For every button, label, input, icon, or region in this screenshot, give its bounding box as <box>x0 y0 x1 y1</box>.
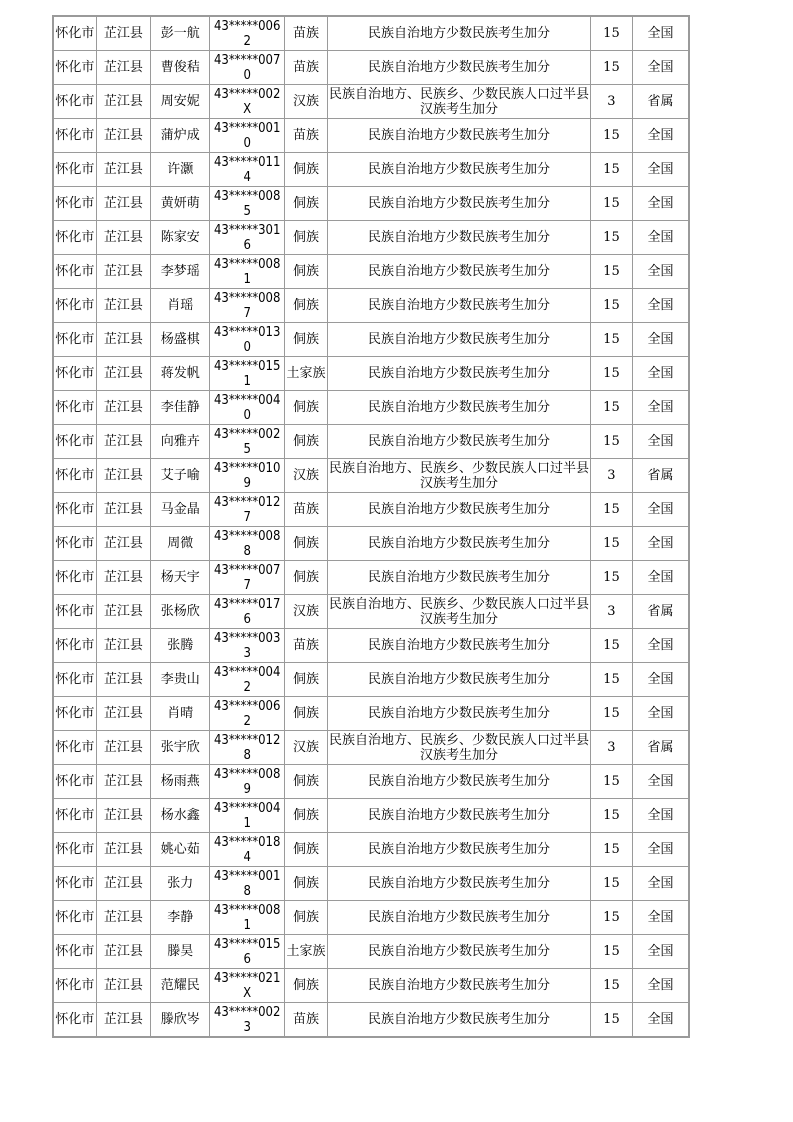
bonus-scope-cell: 全国 <box>633 765 689 799</box>
bonus-points-cell: 3 <box>590 595 632 629</box>
city-cell: 怀化市 <box>53 221 96 255</box>
bonus-points-cell: 15 <box>590 527 632 561</box>
ethnicity-cell: 侗族 <box>284 867 327 901</box>
county-cell: 芷江县 <box>96 153 150 187</box>
student-name-cell: 蒋发帆 <box>151 357 210 391</box>
table-row <box>53 629 689 663</box>
bonus-scope-cell: 全国 <box>633 425 689 459</box>
bonus-points-cell: 15 <box>590 391 632 425</box>
county-cell: 芷江县 <box>96 221 150 255</box>
county-cell: 芷江县 <box>96 357 150 391</box>
county-cell: 芷江县 <box>96 663 150 697</box>
ethnicity-cell: 侗族 <box>284 697 327 731</box>
table-body <box>53 16 689 1037</box>
city-cell: 怀化市 <box>53 663 96 697</box>
bonus-scope-cell: 省属 <box>633 459 689 493</box>
id-number-cell: 43*****0041 <box>210 799 284 833</box>
ethnicity-cell: 侗族 <box>284 527 327 561</box>
city-cell: 怀化市 <box>53 425 96 459</box>
id-number-cell: 43*****0151 <box>210 357 284 391</box>
city-cell: 怀化市 <box>53 901 96 935</box>
table-row <box>53 255 689 289</box>
bonus-scope-cell: 全国 <box>633 833 689 867</box>
bonus-points-cell: 15 <box>590 799 632 833</box>
student-name-cell: 陈家安 <box>151 221 210 255</box>
id-number-cell: 43*****0130 <box>210 323 284 357</box>
city-cell: 怀化市 <box>53 527 96 561</box>
table-row <box>53 731 689 765</box>
bonus-reason-cell: 民族自治地方少数民族考生加分 <box>328 51 591 85</box>
table-row <box>53 289 689 323</box>
id-number-cell: 43*****0088 <box>210 527 284 561</box>
county-cell: 芷江县 <box>96 867 150 901</box>
id-number-cell: 43*****3016 <box>210 221 284 255</box>
bonus-reason-cell: 民族自治地方、民族乡、少数民族人口过半县汉族考生加分 <box>328 596 589 627</box>
bonus-reason-cell: 民族自治地方少数民族考生加分 <box>328 425 591 459</box>
bonus-reason-cell: 民族自治地方少数民族考生加分 <box>328 629 591 663</box>
bonus-scope-cell: 全国 <box>633 867 689 901</box>
county-cell: 芷江县 <box>96 969 150 1003</box>
city-cell: 怀化市 <box>53 153 96 187</box>
county-cell: 芷江县 <box>96 833 150 867</box>
bonus-scope-cell: 全国 <box>633 493 689 527</box>
ethnicity-cell: 侗族 <box>284 221 327 255</box>
city-cell: 怀化市 <box>53 595 96 629</box>
table-row <box>53 527 689 561</box>
bonus-scope-cell: 全国 <box>633 391 689 425</box>
table-row <box>53 493 689 527</box>
bonus-reason-cell: 民族自治地方少数民族考生加分 <box>328 391 591 425</box>
table-row <box>53 867 689 901</box>
id-number-cell: 43*****0184 <box>210 833 284 867</box>
bonus-reason-cell: 民族自治地方、民族乡、少数民族人口过半县汉族考生加分 <box>328 460 589 491</box>
student-name-cell: 肖瑶 <box>151 289 210 323</box>
bonus-points-cell: 3 <box>590 85 632 119</box>
student-name-cell: 杨水鑫 <box>151 799 210 833</box>
ethnicity-cell: 汉族 <box>284 459 327 493</box>
county-cell: 芷江县 <box>96 901 150 935</box>
bonus-points-cell: 3 <box>590 731 632 765</box>
bonus-scope-cell: 全国 <box>633 697 689 731</box>
ethnicity-cell: 苗族 <box>284 16 327 51</box>
id-number-cell: 43*****0089 <box>210 765 284 799</box>
ethnicity-cell: 汉族 <box>284 731 327 765</box>
bonus-reason-cell: 民族自治地方少数民族考生加分 <box>328 153 591 187</box>
bonus-reason-cell: 民族自治地方少数民族考生加分 <box>328 255 591 289</box>
bonus-scope-cell: 省属 <box>633 731 689 765</box>
bonus-scope-cell: 全国 <box>633 561 689 595</box>
student-name-cell: 马金晶 <box>151 493 210 527</box>
student-name-cell: 周安妮 <box>151 85 210 119</box>
bonus-scope-cell: 全国 <box>633 799 689 833</box>
bonus-points-cell: 15 <box>590 16 632 51</box>
county-cell: 芷江县 <box>96 289 150 323</box>
ethnicity-cell: 苗族 <box>284 119 327 153</box>
bonus-points-cell: 15 <box>590 1003 632 1038</box>
county-cell: 芷江县 <box>96 731 150 765</box>
bonus-scope-cell: 全国 <box>633 935 689 969</box>
bonus-points-cell: 15 <box>590 697 632 731</box>
id-number-cell: 43*****0081 <box>210 901 284 935</box>
city-cell: 怀化市 <box>53 867 96 901</box>
ethnicity-cell: 土家族 <box>284 935 327 969</box>
student-name-cell: 向雅卉 <box>151 425 210 459</box>
county-cell: 芷江县 <box>96 527 150 561</box>
ethnicity-cell: 苗族 <box>284 51 327 85</box>
ethnicity-cell: 土家族 <box>284 357 327 391</box>
county-cell: 芷江县 <box>96 459 150 493</box>
student-name-cell: 李贵山 <box>151 663 210 697</box>
id-number-cell: 43*****0127 <box>210 493 284 527</box>
bonus-points-cell: 15 <box>590 901 632 935</box>
city-cell: 怀化市 <box>53 629 96 663</box>
id-number-cell: 43*****0025 <box>210 425 284 459</box>
student-name-cell: 肖晴 <box>151 697 210 731</box>
bonus-scope-cell: 全国 <box>633 357 689 391</box>
id-number-cell: 43*****0087 <box>210 289 284 323</box>
ethnicity-cell: 侗族 <box>284 799 327 833</box>
bonus-points-cell: 15 <box>590 493 632 527</box>
county-cell: 芷江县 <box>96 187 150 221</box>
ethnicity-cell: 苗族 <box>284 1003 327 1038</box>
student-name-cell: 彭一航 <box>151 16 210 51</box>
table-row <box>53 833 689 867</box>
table-row <box>53 1003 689 1038</box>
student-name-cell: 张宇欣 <box>151 731 210 765</box>
bonus-scope-cell: 全国 <box>633 153 689 187</box>
bonus-reason-cell: 民族自治地方、民族乡、少数民族人口过半县汉族考生加分 <box>328 732 589 763</box>
ethnicity-cell: 侗族 <box>284 833 327 867</box>
table-row <box>53 697 689 731</box>
bonus-points-cell: 15 <box>590 833 632 867</box>
table-row <box>53 459 689 493</box>
id-number-cell: 43*****002X <box>210 85 284 119</box>
ethnicity-cell: 侗族 <box>284 561 327 595</box>
city-cell: 怀化市 <box>53 731 96 765</box>
bonus-points-cell: 15 <box>590 765 632 799</box>
city-cell: 怀化市 <box>53 289 96 323</box>
table-row <box>53 663 689 697</box>
id-number-cell: 43*****0081 <box>210 255 284 289</box>
id-number-cell: 43*****0040 <box>210 391 284 425</box>
county-cell: 芷江县 <box>96 697 150 731</box>
bonus-points-cell: 15 <box>590 629 632 663</box>
table-row <box>53 595 689 629</box>
county-cell: 芷江县 <box>96 561 150 595</box>
ethnicity-cell: 侗族 <box>284 425 327 459</box>
bonus-reason-cell: 民族自治地方少数民族考生加分 <box>328 969 591 1003</box>
id-number-cell: 43*****0109 <box>210 459 284 493</box>
bonus-reason-cell: 民族自治地方少数民族考生加分 <box>328 357 591 391</box>
bonus-points-cell: 15 <box>590 221 632 255</box>
table-row <box>53 51 689 85</box>
student-name-cell: 周微 <box>151 527 210 561</box>
ethnicity-cell: 侗族 <box>284 255 327 289</box>
city-cell: 怀化市 <box>53 187 96 221</box>
county-cell: 芷江县 <box>96 935 150 969</box>
county-cell: 芷江县 <box>96 799 150 833</box>
id-number-cell: 43*****0128 <box>210 731 284 765</box>
bonus-points-cell: 15 <box>590 561 632 595</box>
city-cell: 怀化市 <box>53 255 96 289</box>
bonus-scope-cell: 全国 <box>633 221 689 255</box>
bonus-reason-cell: 民族自治地方少数民族考生加分 <box>328 119 591 153</box>
bonus-reason-cell: 民族自治地方、民族乡、少数民族人口过半县汉族考生加分 <box>328 86 589 117</box>
county-cell: 芷江县 <box>96 323 150 357</box>
bonus-reason-cell: 民族自治地方少数民族考生加分 <box>328 187 591 221</box>
bonus-reason-cell: 民族自治地方少数民族考生加分 <box>328 493 591 527</box>
bonus-reason-cell: 民族自治地方少数民族考生加分 <box>328 935 591 969</box>
city-cell: 怀化市 <box>53 493 96 527</box>
bonus-points-cell: 15 <box>590 119 632 153</box>
bonus-reason-cell: 民族自治地方少数民族考生加分 <box>328 663 591 697</box>
bonus-scope-cell: 全国 <box>633 901 689 935</box>
bonus-scope-cell: 全国 <box>633 187 689 221</box>
county-cell: 芷江县 <box>96 765 150 799</box>
county-cell: 芷江县 <box>96 595 150 629</box>
id-number-cell: 43*****0023 <box>210 1003 284 1038</box>
city-cell: 怀化市 <box>53 935 96 969</box>
bonus-points-cell: 15 <box>590 969 632 1003</box>
bonus-scope-cell: 全国 <box>633 289 689 323</box>
table-row <box>53 221 689 255</box>
ethnicity-cell: 侗族 <box>284 765 327 799</box>
bonus-scope-cell: 全国 <box>633 1003 689 1038</box>
id-number-cell: 43*****0085 <box>210 187 284 221</box>
table-row <box>53 323 689 357</box>
bonus-points-cell: 3 <box>590 459 632 493</box>
id-number-cell: 43*****0156 <box>210 935 284 969</box>
ethnicity-cell: 侗族 <box>284 969 327 1003</box>
bonus-reason-cell: 民族自治地方少数民族考生加分 <box>328 833 591 867</box>
ethnicity-cell: 侗族 <box>284 153 327 187</box>
bonus-scope-cell: 全国 <box>633 663 689 697</box>
city-cell: 怀化市 <box>53 459 96 493</box>
city-cell: 怀化市 <box>53 799 96 833</box>
ethnicity-cell: 侗族 <box>284 323 327 357</box>
bonus-points-table <box>52 15 690 1038</box>
id-number-cell: 43*****0010 <box>210 119 284 153</box>
bonus-scope-cell: 全国 <box>633 629 689 663</box>
ethnicity-cell: 侗族 <box>284 289 327 323</box>
student-name-cell: 滕昊 <box>151 935 210 969</box>
student-name-cell: 张腾 <box>151 629 210 663</box>
student-name-cell: 杨雨燕 <box>151 765 210 799</box>
table-row <box>53 765 689 799</box>
table-row <box>53 119 689 153</box>
student-name-cell: 艾子喻 <box>151 459 210 493</box>
bonus-points-cell: 15 <box>590 663 632 697</box>
ethnicity-cell: 侗族 <box>284 187 327 221</box>
bonus-reason-cell: 民族自治地方少数民族考生加分 <box>328 221 591 255</box>
bonus-points-cell: 15 <box>590 289 632 323</box>
bonus-reason-cell: 民族自治地方少数民族考生加分 <box>328 867 591 901</box>
table-row <box>53 425 689 459</box>
bonus-points-cell: 15 <box>590 255 632 289</box>
table-row <box>53 935 689 969</box>
city-cell: 怀化市 <box>53 119 96 153</box>
ethnicity-cell: 苗族 <box>284 629 327 663</box>
table-row <box>53 85 689 119</box>
id-number-cell: 43*****0114 <box>210 153 284 187</box>
bonus-points-cell: 15 <box>590 867 632 901</box>
table-row <box>53 357 689 391</box>
table-row <box>53 153 689 187</box>
bonus-scope-cell: 省属 <box>633 595 689 629</box>
table-row <box>53 799 689 833</box>
ethnicity-cell: 侗族 <box>284 391 327 425</box>
bonus-points-cell: 15 <box>590 187 632 221</box>
student-name-cell: 范耀民 <box>151 969 210 1003</box>
id-number-cell: 43*****021X <box>210 969 284 1003</box>
student-name-cell: 杨天宇 <box>151 561 210 595</box>
bonus-reason-cell: 民族自治地方少数民族考生加分 <box>328 561 591 595</box>
city-cell: 怀化市 <box>53 561 96 595</box>
student-name-cell: 李梦瑶 <box>151 255 210 289</box>
student-name-cell: 黄妍萌 <box>151 187 210 221</box>
county-cell: 芷江县 <box>96 493 150 527</box>
bonus-scope-cell: 全国 <box>633 119 689 153</box>
county-cell: 芷江县 <box>96 51 150 85</box>
table-row <box>53 16 689 51</box>
city-cell: 怀化市 <box>53 969 96 1003</box>
bonus-scope-cell: 全国 <box>633 255 689 289</box>
county-cell: 芷江县 <box>96 1003 150 1038</box>
bonus-points-cell: 15 <box>590 323 632 357</box>
bonus-scope-cell: 省属 <box>633 85 689 119</box>
city-cell: 怀化市 <box>53 391 96 425</box>
bonus-reason-cell: 民族自治地方少数民族考生加分 <box>328 527 591 561</box>
student-name-cell: 张力 <box>151 867 210 901</box>
bonus-reason-cell: 民族自治地方少数民族考生加分 <box>328 697 591 731</box>
ethnicity-cell: 汉族 <box>284 595 327 629</box>
county-cell: 芷江县 <box>96 119 150 153</box>
bonus-reason-cell: 民族自治地方少数民族考生加分 <box>328 799 591 833</box>
county-cell: 芷江县 <box>96 629 150 663</box>
student-name-cell: 曹俊秸 <box>151 51 210 85</box>
county-cell: 芷江县 <box>96 255 150 289</box>
student-name-cell: 滕欣岑 <box>151 1003 210 1038</box>
ethnicity-cell: 侗族 <box>284 663 327 697</box>
city-cell: 怀化市 <box>53 1003 96 1038</box>
id-number-cell: 43*****0070 <box>210 51 284 85</box>
student-name-cell: 李静 <box>151 901 210 935</box>
city-cell: 怀化市 <box>53 697 96 731</box>
ethnicity-cell: 苗族 <box>284 493 327 527</box>
id-number-cell: 43*****0018 <box>210 867 284 901</box>
bonus-scope-cell: 全国 <box>633 527 689 561</box>
county-cell: 芷江县 <box>96 85 150 119</box>
bonus-scope-cell: 全国 <box>633 323 689 357</box>
table-row <box>53 391 689 425</box>
bonus-reason-cell: 民族自治地方少数民族考生加分 <box>328 289 591 323</box>
county-cell: 芷江县 <box>96 391 150 425</box>
ethnicity-cell: 汉族 <box>284 85 327 119</box>
student-name-cell: 李佳静 <box>151 391 210 425</box>
ethnicity-cell: 侗族 <box>284 901 327 935</box>
student-name-cell: 许灏 <box>151 153 210 187</box>
city-cell: 怀化市 <box>53 357 96 391</box>
student-name-cell: 杨盛棋 <box>151 323 210 357</box>
bonus-reason-cell: 民族自治地方少数民族考生加分 <box>328 765 591 799</box>
id-number-cell: 43*****0062 <box>210 16 284 51</box>
id-number-cell: 43*****0062 <box>210 697 284 731</box>
id-number-cell: 43*****0176 <box>210 595 284 629</box>
bonus-scope-cell: 全国 <box>633 969 689 1003</box>
id-number-cell: 43*****0077 <box>210 561 284 595</box>
bonus-reason-cell: 民族自治地方少数民族考生加分 <box>328 901 591 935</box>
bonus-points-cell: 15 <box>590 935 632 969</box>
bonus-reason-cell: 民族自治地方少数民族考生加分 <box>328 323 591 357</box>
student-name-cell: 姚心茹 <box>151 833 210 867</box>
table-row <box>53 969 689 1003</box>
county-cell: 芷江县 <box>96 16 150 51</box>
bonus-scope-cell: 全国 <box>633 51 689 85</box>
id-number-cell: 43*****0042 <box>210 663 284 697</box>
table-row <box>53 561 689 595</box>
city-cell: 怀化市 <box>53 51 96 85</box>
city-cell: 怀化市 <box>53 833 96 867</box>
table-row <box>53 901 689 935</box>
city-cell: 怀化市 <box>53 16 96 51</box>
bonus-points-cell: 15 <box>590 357 632 391</box>
bonus-points-cell: 15 <box>590 51 632 85</box>
city-cell: 怀化市 <box>53 85 96 119</box>
id-number-cell: 43*****0033 <box>210 629 284 663</box>
student-name-cell: 蒲炉成 <box>151 119 210 153</box>
county-cell: 芷江县 <box>96 425 150 459</box>
bonus-reason-cell: 民族自治地方少数民族考生加分 <box>328 16 591 51</box>
bonus-points-cell: 15 <box>590 425 632 459</box>
table-row <box>53 187 689 221</box>
bonus-scope-cell: 全国 <box>633 16 689 51</box>
city-cell: 怀化市 <box>53 765 96 799</box>
bonus-points-cell: 15 <box>590 153 632 187</box>
bonus-reason-cell: 民族自治地方少数民族考生加分 <box>328 1003 591 1038</box>
city-cell: 怀化市 <box>53 323 96 357</box>
student-name-cell: 张杨欣 <box>151 595 210 629</box>
